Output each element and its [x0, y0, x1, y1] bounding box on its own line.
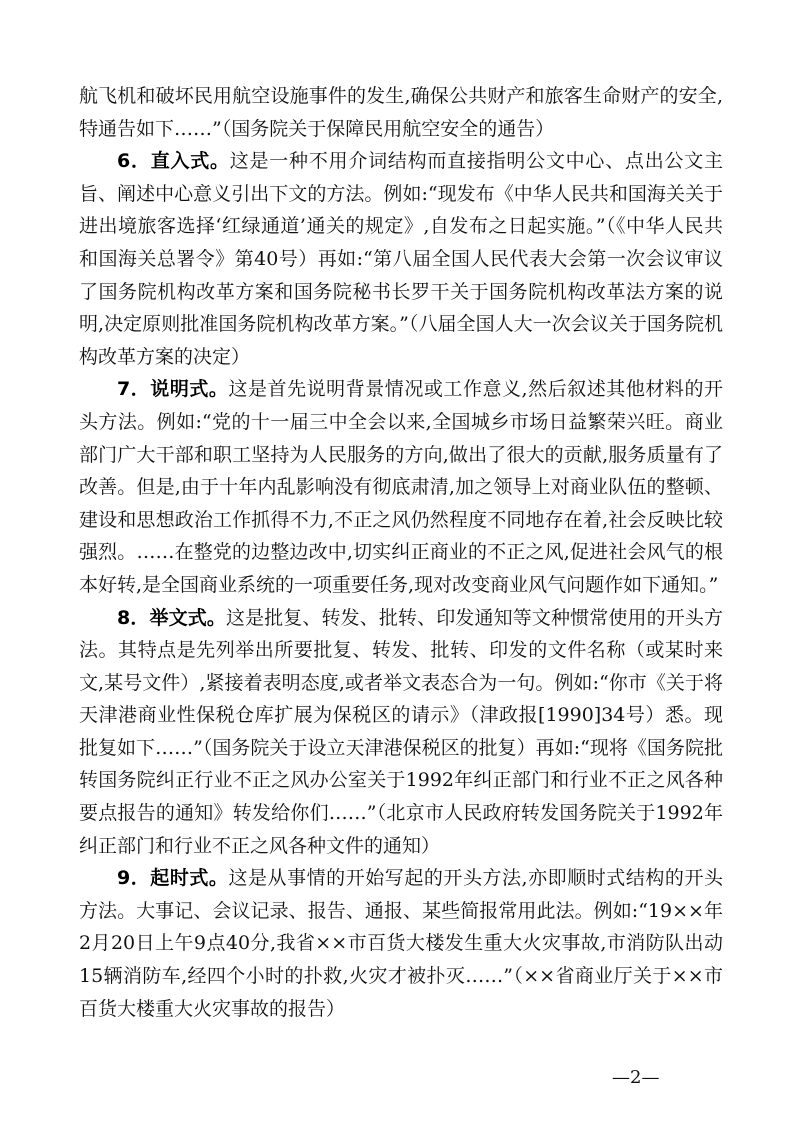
paragraph-explanatory-style [79, 373, 723, 601]
section-heading: 6．直入式。 [117, 150, 230, 173]
paragraph-chronological-style [79, 862, 723, 1025]
section-heading: 9．起时式。 [117, 867, 229, 890]
paragraph-direct-style [79, 145, 723, 373]
section-heading: 7．说明式。 [117, 378, 229, 401]
paragraph-text: 这是批复、转发、批转、印发通知等文种惯常使用的开头方法。其特点是先列举出所要批复、转发、批转、印发的文件名称（或某时来文,某号文件）,紧接着表明态度,或者举文表态合为一句。例如:“你市《关于将天津港商业性保税仓库扩展为保税区的请示》（津政报[1990]34号）悉。现批复如下……”（国务院关于设立天津港保税区的批复）再如:“现将《国务院批转国务院纠正行业不正之风办公室关于1992年纠正部门和行业不正之风各种要点报告的通知》转发给你们……”（北京市人民政府转发国务院关于1992年纠正部门和行业不正之风各种文件的通知） [79, 606, 723, 857]
paragraph-text: 这是从事情的开始写起的开头方法,亦即顺时式结构的开头方法。大事记、会议记录、报告、通报、某些简报常用此法。例如:“19××年2月20日上午9点40分,我省××市百货大楼发生重大火灾事故,市消防队出动15辆消防车,经四个小时的扑救,火灾才被扑灭……”（××省商业厅关于××市百货大楼重大火灾事故的报告） [79, 867, 723, 1020]
body-text [79, 80, 723, 1025]
paragraph-text: 航飞机和破坏民用航空设施事件的发生,确保公共财产和旅客生命财产的安全,特通告如下……”（国务院关于保障民用航空安全的通告） [79, 85, 723, 140]
page-number: —2— [612, 1067, 660, 1088]
paragraph-continuation [79, 80, 723, 145]
paragraph-text: 这是首先说明背景情况或工作意义,然后叙述其他材料的开头方法。例如:“党的十一届三中全会以来,全国城乡市场日益繁荣兴旺。商业部门广大干部和职工坚持为人民服务的方向,做出了很大的贡献,服务质量有了改善。但是,由于十年内乱影响没有彻底肃清,加之领导上对商业队伍的整顿、建设和思想政治工作抓得不力,不正之风仍然程度不同地存在着,社会反映比较强烈。……在整党的边整边改中,切实纠正商业的不正之风,促进社会风气的根本好转,是全国商业系统的一项重要任务,现对改变商业风气问题作如下通知。” [79, 378, 723, 596]
section-heading: 8．举文式。 [117, 606, 226, 629]
paragraph-text: 这是一种不用介词结构而直接指明公文中心、点出公文主旨、阐述中心意义引出下文的方法。例如:“现发布《中华人民共和国海关关于进出境旅客选择‘红绿通道’通关的规定》,自发布之日起实施。”（《中华人民共和国海关总署令》第40号）再如:“第八届全国人民代表大会第一次会议审议了国务院机构改革方案和国务院秘书长罗干关于国务院机构改革法方案的说明,决定原则批准国务院机构改革方案。”（八届全国人大一次会议关于国务院机构改革方案的决定） [79, 150, 723, 368]
paragraph-citation-style [79, 602, 723, 863]
